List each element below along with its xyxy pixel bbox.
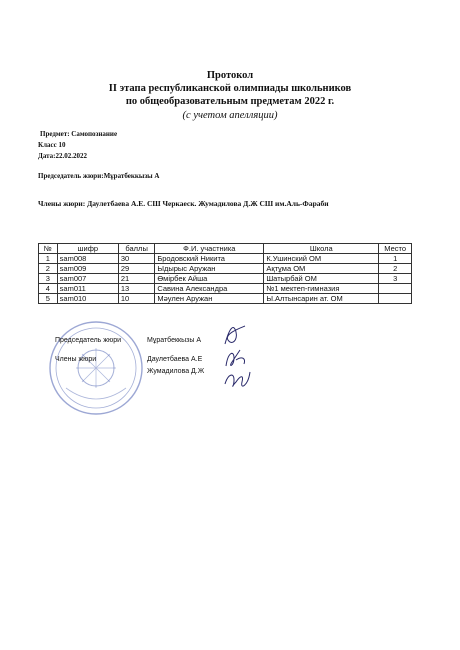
- col-header-score: баллы: [118, 244, 154, 254]
- subject-line: Предмет: Самопознание: [40, 130, 118, 138]
- cell-school: Шатырбай ОМ: [264, 274, 379, 284]
- doc-title: Протокол: [206, 70, 254, 81]
- cell-place: 1: [379, 254, 412, 264]
- cell-code: sam007: [57, 274, 118, 284]
- cell-score: 13: [118, 284, 154, 294]
- table-row: [39, 294, 412, 304]
- cell-num: 2: [39, 264, 58, 274]
- jury-members: Члены жюри: Даулетбаева А.Е. СШ Черкаеск. Жумадилова Д.Ж СШ им.Аль-Фараби: [38, 199, 329, 208]
- cell-num: 5: [39, 294, 58, 304]
- date-line: Дата:22.02.2022: [38, 152, 87, 160]
- cell-place: 3: [379, 274, 412, 284]
- cell-score: 21: [118, 274, 154, 284]
- col-header-place: Место: [379, 244, 412, 254]
- doc-subtitle-1: II этапа республиканской олимпиады школьников: [108, 83, 352, 94]
- cell-code: sam010: [57, 294, 118, 304]
- col-header-school: Школа: [264, 244, 379, 254]
- cell-num: 1: [39, 254, 58, 264]
- signature-member2-name: Жумадилова Д.Ж: [147, 368, 205, 375]
- signature-chair-label: Председатель жюри: [55, 337, 122, 344]
- cell-score: 10: [118, 294, 154, 304]
- official-seal-icon: [46, 318, 146, 418]
- col-header-name: Ф.И. участника: [155, 244, 264, 254]
- cell-name: Бродовский Никита: [155, 254, 264, 264]
- cell-place: [379, 294, 412, 304]
- signature-member1-name: Даулетбаева А.Е: [147, 356, 203, 363]
- cell-code: sam008: [57, 254, 118, 264]
- doc-subtitle-2: по общеобразовательным предметам 2022 г.: [125, 96, 335, 107]
- cell-name: Ыдырыс Аружан: [155, 264, 264, 274]
- col-header-num: №: [39, 244, 58, 254]
- handwritten-signature-member2: [222, 366, 252, 392]
- cell-place: 2: [379, 264, 412, 274]
- cell-school: Ақтұма ОМ: [264, 264, 379, 274]
- cell-num: 4: [39, 284, 58, 294]
- col-header-code: шифр: [57, 244, 118, 254]
- cell-school: К.Ушинский ОМ: [264, 254, 379, 264]
- cell-code: sam011: [57, 284, 118, 294]
- cell-code: sam009: [57, 264, 118, 274]
- cell-score: 29: [118, 264, 154, 274]
- signature-chair-name: Мұратбеккызы А: [147, 337, 202, 344]
- cell-school: Ы.Алтынсарин ат. ОМ: [264, 294, 379, 304]
- doc-subtitle-appeal: (с учетом апелляции): [182, 110, 278, 121]
- cell-name: Өмірбек Айша: [155, 274, 264, 284]
- grade-line: Класс 10: [38, 141, 66, 149]
- results-table: [38, 243, 412, 304]
- table-row: [39, 274, 412, 284]
- cell-name: Мәулен Аружан: [155, 294, 264, 304]
- cell-name: Савина Александра: [155, 284, 264, 294]
- signature-members-label: Члены жюри: [55, 356, 97, 363]
- cell-score: 30: [118, 254, 154, 264]
- table-row: [39, 264, 412, 274]
- table-header-row: [39, 244, 412, 254]
- table-row: [39, 284, 412, 294]
- cell-place: [379, 284, 412, 294]
- jury-chair: Председатель жюри:Мұратбеккызы А: [38, 172, 160, 180]
- cell-school: №1 мектеп-гимназия: [264, 284, 379, 294]
- cell-num: 3: [39, 274, 58, 284]
- table-row: [39, 254, 412, 264]
